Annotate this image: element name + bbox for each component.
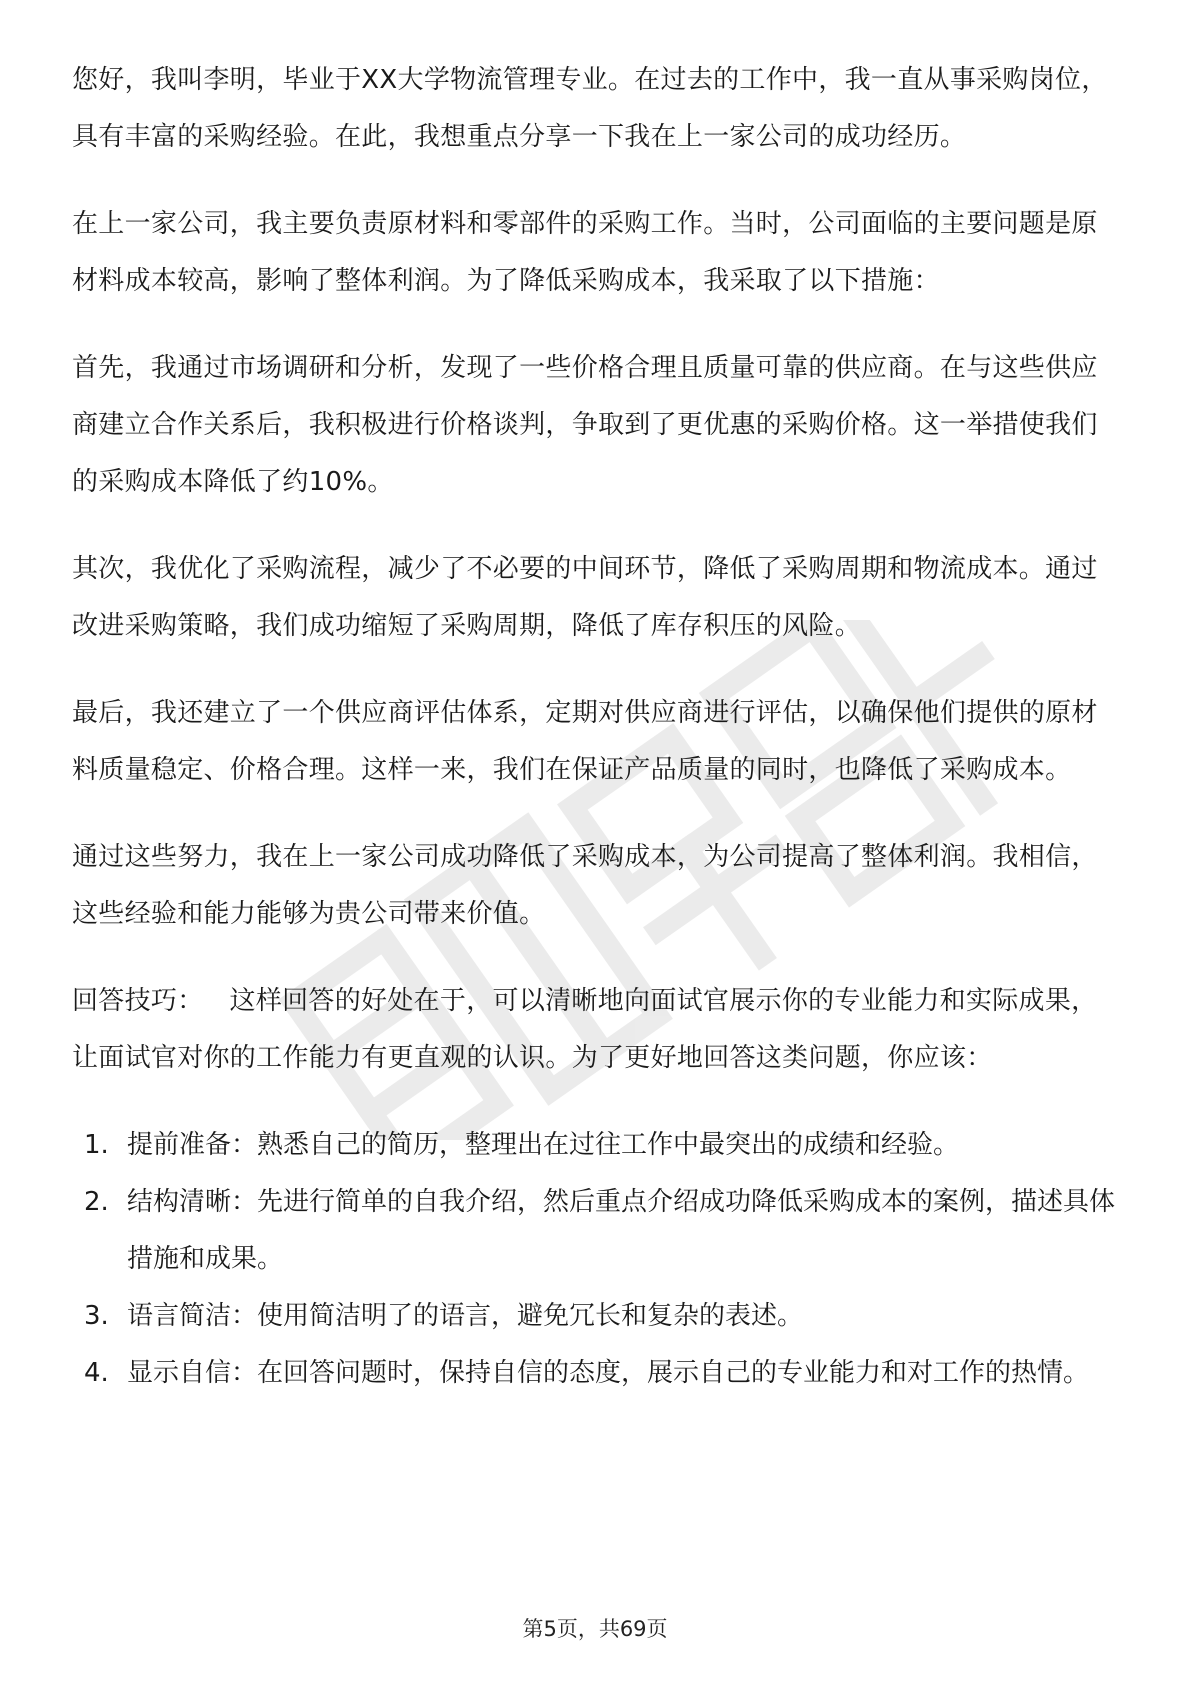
list-item xyxy=(72,1117,1118,1174)
paragraph-intro: 您好，我叫李明，毕业于XX大学物流管理专业。在过去的工作中，我一直从事采购岗位，具有丰富的采购经验。在此，我想重点分享一下我在上一家公司的成功经历。 xyxy=(72,65,1108,152)
page-number-footer: 第5页，共69页 xyxy=(522,1617,668,1641)
tips-list xyxy=(72,1117,1118,1402)
answer-tips-paragraph xyxy=(72,973,1118,1087)
paragraph-conclusion: 通过这些努力，我在上一家公司成功降低了采购成本，为公司提高了整体利润。我相信，这些经验和能力能够为贵公司带来价值。 xyxy=(72,842,1098,929)
answer-tips-label: 回答技巧： xyxy=(72,986,204,1016)
list-item-text: 语言简洁：使用简洁明了的语言，避免冗长和复杂的表述。 xyxy=(127,1301,804,1331)
list-item-text: 显示自信：在回答问题时，保持自信的态度，展示自己的专业能力和对工作的热情。 xyxy=(127,1358,1090,1388)
answer-tips-text: 这样回答的好处在于，可以清晰地向面试官展示你的专业能力和实际成果，让面试官对你的工作能力有更直观的认识。为了更好地回答这类问题，你应该： xyxy=(72,986,1098,1073)
list-item-number: 1. xyxy=(84,1130,109,1160)
list-item-text: 提前准备：熟悉自己的简历，整理出在过往工作中最突出的成绩和经验。 xyxy=(127,1130,960,1160)
list-item-text: 结构清晰：先进行简单的自我介绍，然后重点介绍成功降低采购成本的案例，描述具体措施和成果。 xyxy=(127,1187,1116,1274)
list-item-number: 4. xyxy=(84,1358,109,1388)
paragraph-background: 在上一家公司，我主要负责原材料和零部件的采购工作。当时，公司面临的主要问题是原材料成本较高，影响了整体利润。为了降低采购成本，我采取了以下措施： xyxy=(72,209,1098,296)
main-content xyxy=(72,52,1118,1402)
list-item xyxy=(72,1288,1118,1345)
list-item xyxy=(72,1345,1118,1402)
list-item-number: 2. xyxy=(84,1187,109,1217)
paragraph-second-measure: 其次，我优化了采购流程，减少了不必要的中间环节，降低了采购周期和物流成本。通过改进采购策略，我们成功缩短了采购周期，降低了库存积压的风险。 xyxy=(72,554,1098,641)
paragraph-third-measure: 最后，我还建立了一个供应商评估体系，定期对供应商进行评估，以确保他们提供的原材料质量稳定、价格合理。这样一来，我们在保证产品质量的同时，也降低了采购成本。 xyxy=(72,698,1098,785)
paragraph-first-measure: 首先，我通过市场调研和分析，发现了一些价格合理且质量可靠的供应商。在与这些供应商建立合作关系后，我积极进行价格谈判，争取到了更优惠的采购价格。这一举措使我们的采购成本降低了约10%。 xyxy=(72,353,1098,497)
list-item xyxy=(72,1174,1118,1288)
list-item-number: 3. xyxy=(84,1301,109,1331)
